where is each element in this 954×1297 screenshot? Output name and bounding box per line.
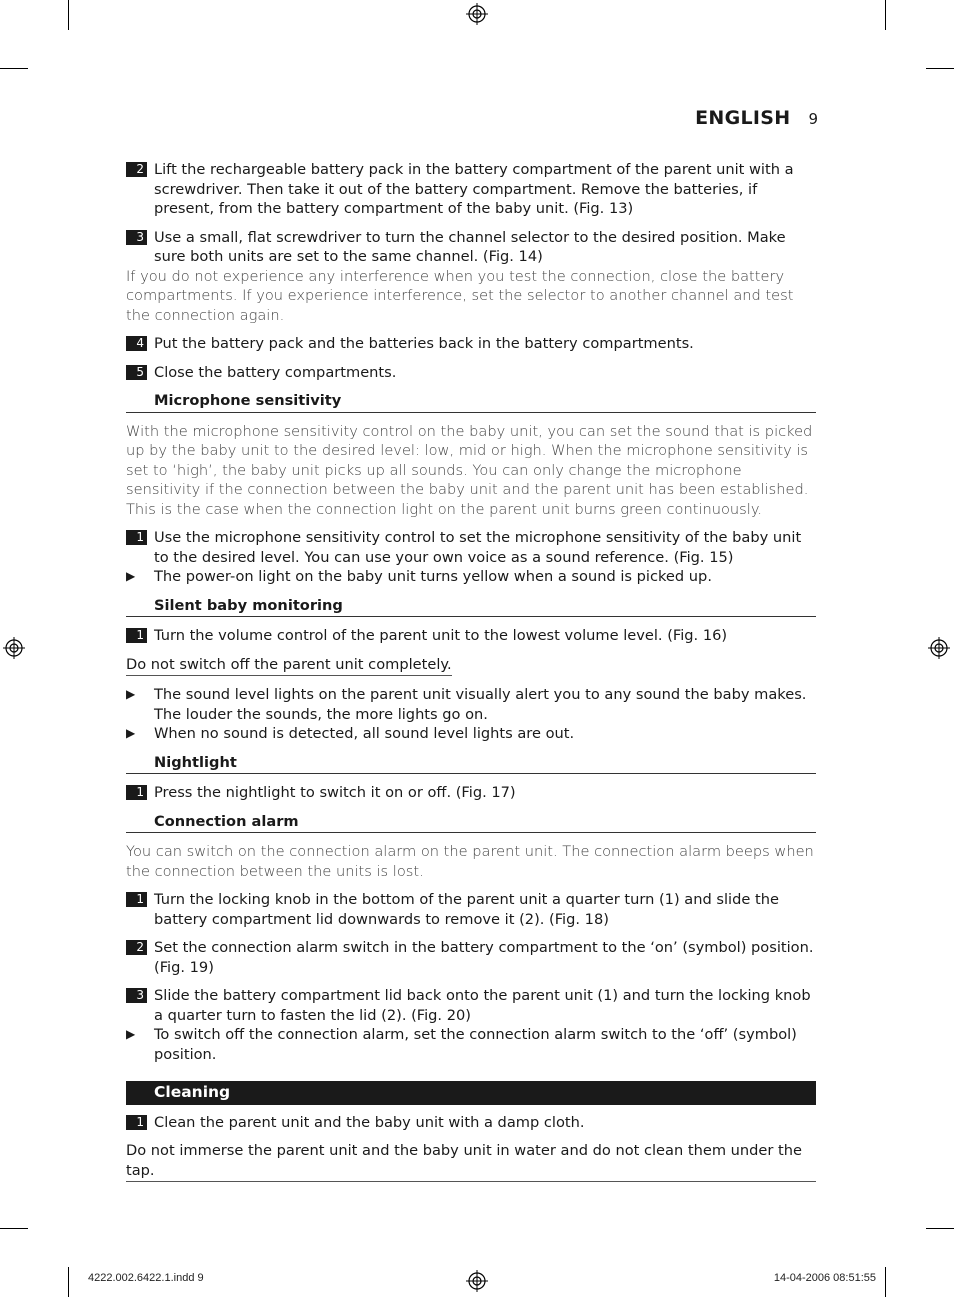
- step-text: Turn the locking knob in the bottom of the parent unit a quarter turn (1) and slide the battery compartment lid downwards to remove it (2). (Fig. 18): [154, 891, 779, 928]
- step-text: Turn the volume control of the parent unit to the lowest volume level. (Fig. 16): [154, 627, 728, 644]
- section-heading-connection-alarm: Connection alarm: [126, 812, 816, 834]
- bullet-icon: ▶: [126, 726, 136, 740]
- step-number: 1: [126, 628, 147, 643]
- bullet-text: When no sound is detected, all sound level lights are out.: [154, 725, 575, 742]
- language-label: ENGLISH: [695, 107, 791, 129]
- step-text: Use a small, flat screwdriver to turn the channel selector to the desired position. Make sure both units are set to the same channel. (Fig. 14): [154, 228, 786, 265]
- crop-mark-bottom-left-v: [68, 1267, 69, 1297]
- section-heading-silent-monitoring: Silent baby monitoring: [126, 596, 816, 618]
- crop-mark-top-left-h: [0, 68, 28, 69]
- crop-mark-bottom-right-h: [926, 1228, 954, 1229]
- step-text: Clean the parent unit and the baby unit with a damp cloth.: [154, 1113, 585, 1131]
- step-5-close-compartments: [126, 363, 816, 383]
- page-content: [126, 160, 816, 1191]
- step-1-locking-knob: [126, 890, 816, 929]
- step-text: Slide the battery compartment lid back onto the parent unit (1) and turn the locking knob a quarter turn to fasten the lid (2). (Fig. 20): [154, 987, 811, 1024]
- bullet-text: The sound level lights on the parent unit visually alert you to any sound the baby makes. The louder the sounds, the more lights go on.: [154, 686, 807, 723]
- step-4-replace-batteries: [126, 334, 816, 354]
- step-2-alarm-switch: [126, 938, 816, 977]
- step-text: Close the battery compartments.: [154, 363, 397, 381]
- bullet-item: [126, 685, 816, 724]
- step-number: 4: [126, 336, 147, 351]
- warning-note: Do not switch off the parent unit completely.: [126, 655, 452, 677]
- bullet-item: [126, 724, 816, 744]
- step-number: 1: [126, 785, 147, 800]
- step-3-channel-selector: [126, 228, 816, 267]
- step-number: 3: [126, 988, 147, 1003]
- registration-mark-icon: [466, 1270, 488, 1292]
- bullet-item: [126, 567, 816, 587]
- section-heading-cleaning: Cleaning: [126, 1081, 816, 1105]
- step-text: Put the battery pack and the batteries back in the battery compartments.: [154, 335, 694, 352]
- crop-mark-top-right-h: [926, 68, 954, 69]
- warning-note: Do not immerse the parent unit and the baby unit in water and do not clean them under the tap.: [126, 1141, 816, 1182]
- step-number: 5: [126, 365, 147, 380]
- step-1-clean: [126, 1113, 816, 1133]
- step-text: Use the microphone sensitivity control to set the microphone sensitivity of the baby unit to the desired level. You can use your own voice as a sound reference. (Fig. 15): [154, 529, 802, 566]
- page-number: 9: [808, 110, 818, 128]
- crop-mark-top-right-v: [885, 0, 886, 30]
- step-1-mic-sensitivity: [126, 528, 816, 567]
- step-number: 1: [126, 892, 147, 907]
- step-number: 1: [126, 530, 147, 545]
- crop-mark-bottom-right-v: [885, 1267, 886, 1297]
- bullet-item: [126, 1025, 816, 1064]
- microphone-paragraph: With the microphone sensitivity control on the baby unit, you can set the sound that is picked up by the baby unit to the desired level: low, mid or high. When the microphone sensitivity is set to ‘high’, the baby unit picks up all sounds. You can only change the microphone sensitivity if the connection between the baby unit and the parent unit has been established. This is the case when the connection light on the parent unit burns green continuously.: [126, 422, 813, 518]
- footer-timestamp: 14-04-2006 08:51:55: [773, 1272, 876, 1284]
- connection-alarm-paragraph: You can switch on the connection alarm on the parent unit. The connection alarm beeps when the connection between the units is lost.: [126, 843, 814, 880]
- step-1-nightlight: [126, 783, 816, 803]
- registration-mark-icon: [3, 637, 25, 659]
- step-text: Set the connection alarm switch in the battery compartment to the ‘on’ (symbol) position. (Fig. 19): [154, 939, 814, 976]
- crop-mark-bottom-left-h: [0, 1228, 28, 1229]
- bullet-text: The power-on light on the baby unit turns yellow when a sound is picked up.: [154, 568, 712, 585]
- step-text: Press the nightlight to switch it on or off. (Fig. 17): [154, 784, 516, 801]
- step-text: Lift the rechargeable battery pack in the battery compartment of the parent unit with a screwdriver. Then take it out of the battery compartment. Remove the batteries, if present, from the battery compartment of the baby unit. (Fig. 13): [154, 161, 794, 217]
- step-number: 3: [126, 230, 147, 245]
- step-3-replace-lid: [126, 986, 816, 1025]
- footer-file-info: 4222.002.6422.1.indd 9: [88, 1272, 204, 1284]
- page-header: [695, 107, 818, 129]
- step-2-remove-batteries: [126, 160, 816, 219]
- registration-mark-icon: [928, 637, 950, 659]
- section-heading-nightlight: Nightlight: [126, 753, 816, 775]
- interference-paragraph: If you do not experience any interference when you test the connection, close the battery compartments. If you experience interference, set the selector to another channel and test the connection again.: [126, 267, 794, 324]
- bullet-icon: ▶: [126, 687, 136, 701]
- step-number: 1: [126, 1115, 147, 1130]
- bullet-text: To switch off the connection alarm, set the connection alarm switch to the ‘off’ (symbol) position.: [154, 1026, 797, 1063]
- step-1-volume: [126, 626, 816, 646]
- step-number: 2: [126, 162, 147, 177]
- bullet-icon: ▶: [126, 1027, 136, 1041]
- section-heading-microphone: Microphone sensitivity: [126, 391, 816, 413]
- crop-mark-top-left-v: [68, 0, 69, 30]
- bullet-icon: ▶: [126, 569, 136, 583]
- step-number: 2: [126, 940, 147, 955]
- registration-mark-icon: [466, 3, 488, 25]
